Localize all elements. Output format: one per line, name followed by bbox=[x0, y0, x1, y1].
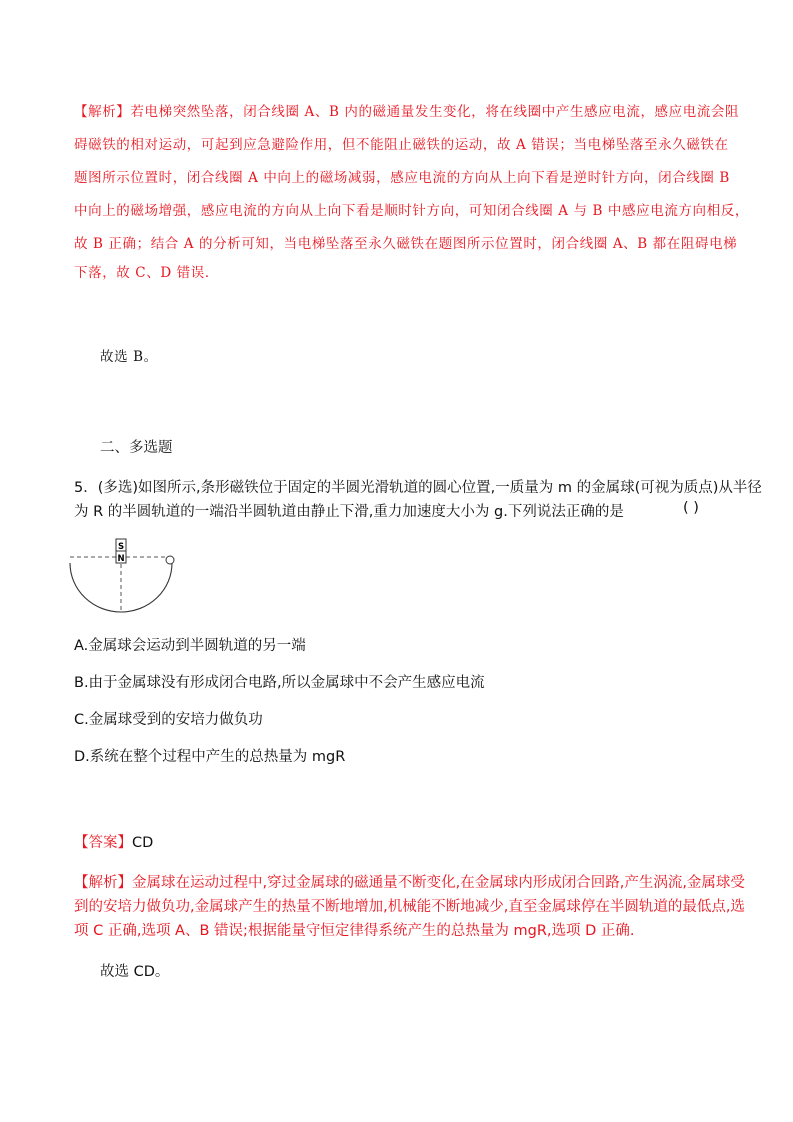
analysis-1-line-5: 故 B 正确；结合 A 的分析可知，当电梯坠落至永久磁铁在题图所示位置时，闭合线圈 A、B 都在阻碍电梯 bbox=[74, 236, 738, 252]
answer-line bbox=[74, 831, 153, 852]
semicircle-track-figure bbox=[66, 533, 181, 615]
analysis-2-choice: 故选 CD。 bbox=[100, 964, 170, 980]
answer-value: CD bbox=[132, 835, 154, 851]
analysis-2-line-1: 【解析】金属球在运动过程中,穿过金属球的磁通量不断变化,在金属球内形成闭合回路,产生涡流,金属球受 bbox=[74, 875, 745, 891]
magnet-s-label: S bbox=[117, 542, 125, 552]
magnet-n-label: N bbox=[117, 554, 125, 564]
analysis-2-line-2: 到的安培力做负功,金属球产生的热量不断地增加,机械能不断地减少,直至金属球停在半圆轨道的最低点,选 bbox=[74, 899, 745, 915]
question-5-line-1: 5．(多选)如图所示,条形磁铁位于固定的半圆光滑轨道的圆心位置,一质量为 m 的金属球(可视为质点)从半径 bbox=[74, 480, 762, 496]
option-c: C.金属球受到的安培力做负功 bbox=[74, 712, 263, 728]
analysis-1-line-2: 碍磁铁的相对运动，可起到应急避险作用，但不能阻止磁铁的运动，故 A 错误；当电梯坠落至永久磁铁在 bbox=[74, 137, 729, 153]
analysis-1-line-1: 【解析】若电梯突然坠落，闭合线圈 A、B 内的磁通量发生变化，将在线圈中产生感应电流，感应电流会阻 bbox=[74, 104, 740, 120]
analysis-1-line-4: 中向上的磁场增强，感应电流的方向从上向下看是顺时针方向，可知闭合线圈 A 与 B 中感应电流方向相反， bbox=[74, 203, 749, 219]
option-a: A.金属球会运动到半圆轨道的另一端 bbox=[74, 638, 306, 654]
answer-bracket: ( ) bbox=[683, 500, 699, 516]
analysis-2-line-3: 项 C 正确,选项 A、B 错误;根据能量守恒定律得系统产生的总热量为 mgR,选项 D 正确. bbox=[74, 923, 635, 939]
question-5-line-2: 为 R 的半圆轨道的一端沿半圆轨道由静止下滑,重力加速度大小为 g.下列说法正确的是 bbox=[74, 504, 624, 520]
section-title: 二、多选题 bbox=[100, 440, 173, 456]
analysis-tag: 【解析】 bbox=[74, 104, 131, 120]
analysis-1-choice: 故选 B。 bbox=[100, 349, 158, 365]
metal-ball bbox=[166, 556, 174, 564]
answer-tag: 【答案】 bbox=[74, 835, 132, 851]
analysis-1-line-3: 题图所示位置时，闭合线圈 A 中向上的磁场减弱，感应电流的方向从上向下看是逆时针方向，闭合线圈 B bbox=[74, 170, 730, 186]
option-b: B.由于金属球没有形成闭合电路,所以金属球中不会产生感应电流 bbox=[74, 675, 485, 691]
analysis-1-line-6: 下落，故 C、D 错误． bbox=[74, 265, 219, 281]
analysis-tag: 【解析】 bbox=[74, 875, 132, 891]
option-d: D.系统在整个过程中产生的总热量为 mgR bbox=[74, 749, 346, 765]
